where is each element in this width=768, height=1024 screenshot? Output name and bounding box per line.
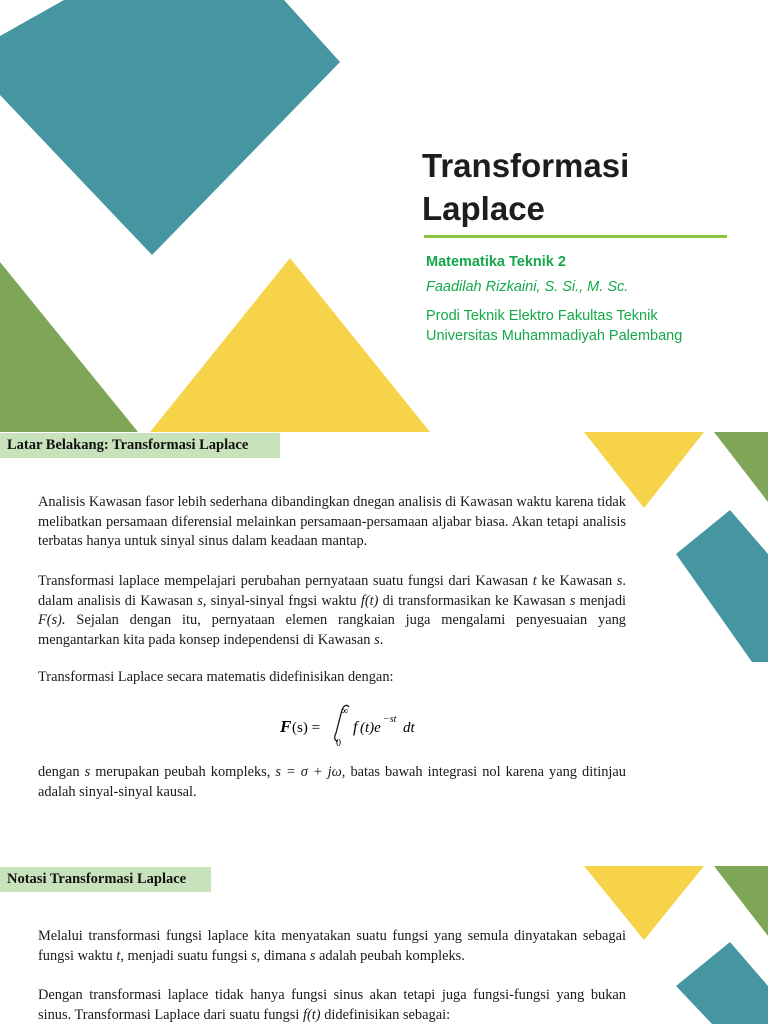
- formula-upper-limit: ∞: [341, 706, 349, 717]
- slide-title: [422, 144, 742, 230]
- formula-lhs-arg: (s) =: [292, 720, 321, 736]
- title-line-1: Transformasi: [422, 147, 630, 184]
- paragraph-transformasi: Transformasi laplace mempelajari perubahan pernyataan suatu fungsi dari Kawasan t ke Kawasan s. dalam analisis di Kawasan s, sinyal-sinyal fngsi waktu f(t) di transformasikan ke Kawasan s menjadi F(s). Sejalan dengan itu, pernyataan elemen rangkaian juga mengalami penyesuaian yang mengantarkan kita pada konsep independensi di Kawasan s.: [38, 573, 627, 648]
- formula-F: F: [280, 717, 292, 736]
- formula-lower-limit: 0: [336, 738, 341, 749]
- section-heading-notasi: Notasi Transformasi Laplace: [0, 867, 211, 892]
- paragraph-definisi: Transformasi Laplace secara matematis didefinisikan dengan:: [38, 669, 394, 685]
- section-heading-latar-belakang: Latar Belakang: Transformasi Laplace: [0, 433, 280, 458]
- paragraph-fasor: Analisis Kawasan fasor lebih sederhana dibandingkan dnegan analisis di Kawasan waktu karena tidak melibatkan persamaan diferensial melainkan persamaan-persamaan aljabar biasa. Akan tetapi analisis terbatas hanya untuk sinyal sinus dalam keadaan mantap.: [38, 494, 626, 550]
- laplace-formula: [278, 700, 428, 750]
- title-line-2: Laplace: [422, 190, 545, 227]
- teal-band-shape: [0, 0, 340, 255]
- green-triangle-shape: [0, 262, 138, 432]
- organization-line-1: Prodi Teknik Elektro Fakultas Teknik: [426, 308, 658, 324]
- formula-f: f: [353, 719, 358, 736]
- yellow-triangle-shape: [150, 258, 430, 432]
- organization: [426, 306, 682, 346]
- author-name: Faadilah Rizkaini, S. Si., M. Sc.: [426, 279, 629, 295]
- paragraph-bukan-sinus: Dengan transformasi laplace tidak hanya fungsi sinus akan tetapi juga fungsi-fungsi yang bukan sinus. Transformasi Laplace dari suatu fungsi f(t) didefinisikan sebagai:: [38, 987, 626, 1023]
- green-corner-triangle-shape-2: [714, 866, 768, 936]
- formula-exponent: −st: [383, 714, 397, 725]
- course-name: Matematika Teknik 2: [426, 254, 566, 270]
- paragraph-notasi: Melalui transformasi fungsi laplace kita menyatakan suatu fungsi yang semula dinyatakan sebagai fungsi waktu t, menjadi suatu fungsi s, dimana s adalah peubah kompleks.: [38, 928, 626, 964]
- formula-integrand-arg: (t)e: [360, 720, 381, 736]
- formula-dt: dt: [403, 720, 415, 736]
- paragraph-peubah-kompleks: dengan s merupakan peubah kompleks, s = σ + jω, batas bawah integrasi nol karena yang ditinjau adalah sinyal-sinyal kausal.: [38, 764, 626, 800]
- teal-right-band-shape: [676, 510, 768, 662]
- organization-line-2: Universitas Muhammadiyah Palembang: [426, 328, 683, 344]
- teal-right-band-shape-2: [676, 942, 768, 1024]
- green-corner-triangle-shape: [714, 432, 768, 502]
- title-underline: [424, 235, 727, 238]
